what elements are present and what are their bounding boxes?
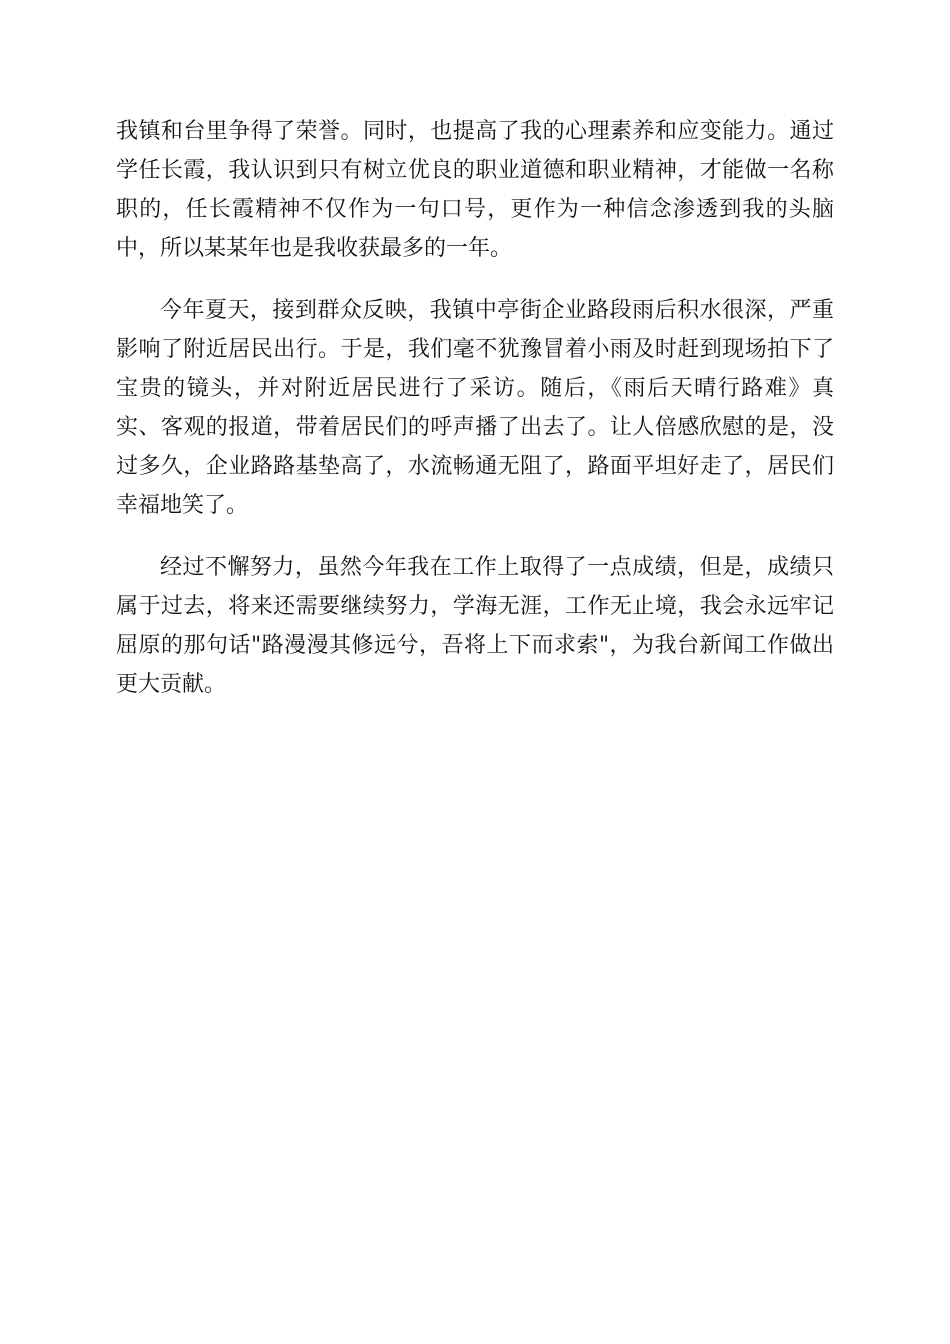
document-page bbox=[116, 112, 834, 727]
paragraph-line: 宝贵的镜头，并对附近居民进行了采访。随后，《雨后天晴行路难》真 bbox=[116, 376, 834, 401]
paragraph-3 bbox=[116, 548, 834, 704]
paragraph-1 bbox=[116, 112, 834, 268]
paragraph-line: 我镇和台里争得了荣誉。同时，也提高了我的心理素养和应变能力。通过 bbox=[116, 119, 834, 144]
paragraph-line: 屈原的那句话"路漫漫其修远兮，吾将上下而求索"，为我台新闻工作做出 bbox=[116, 633, 834, 658]
paragraph-line: 职的，任长霞精神不仅作为一句口号，更作为一种信念渗透到我的头脑 bbox=[116, 197, 834, 222]
paragraph-line: 影响了附近居民出行。于是，我们毫不犹豫冒着小雨及时赶到现场拍下了 bbox=[116, 337, 834, 362]
paragraph-line: 今年夏天，接到群众反映，我镇中亭街企业路段雨后积水很深，严重 bbox=[160, 298, 834, 323]
paragraph-line: 学任长霞，我认识到只有树立优良的职业道德和职业精神，才能做一名称 bbox=[116, 158, 834, 183]
paragraph-line: 幸福地笑了。 bbox=[116, 493, 249, 518]
paragraph-line: 中，所以某某年也是我收获最多的一年。 bbox=[116, 236, 513, 261]
paragraph-line: 属于过去，将来还需要继续努力，学海无涯，工作无止境，我会永远牢记 bbox=[116, 594, 834, 619]
paragraph-line: 过多久，企业路路基垫高了，水流畅通无阻了，路面平坦好走了，居民们 bbox=[116, 454, 834, 479]
paragraph-line: 更大贡献。 bbox=[116, 672, 227, 697]
paragraph-2 bbox=[116, 291, 834, 525]
paragraph-line: 实、客观的报道，带着居民们的呼声播了出去了。让人倍感欣慰的是，没 bbox=[116, 415, 834, 440]
paragraph-line: 经过不懈努力，虽然今年我在工作上取得了一点成绩，但是，成绩只 bbox=[160, 555, 834, 580]
